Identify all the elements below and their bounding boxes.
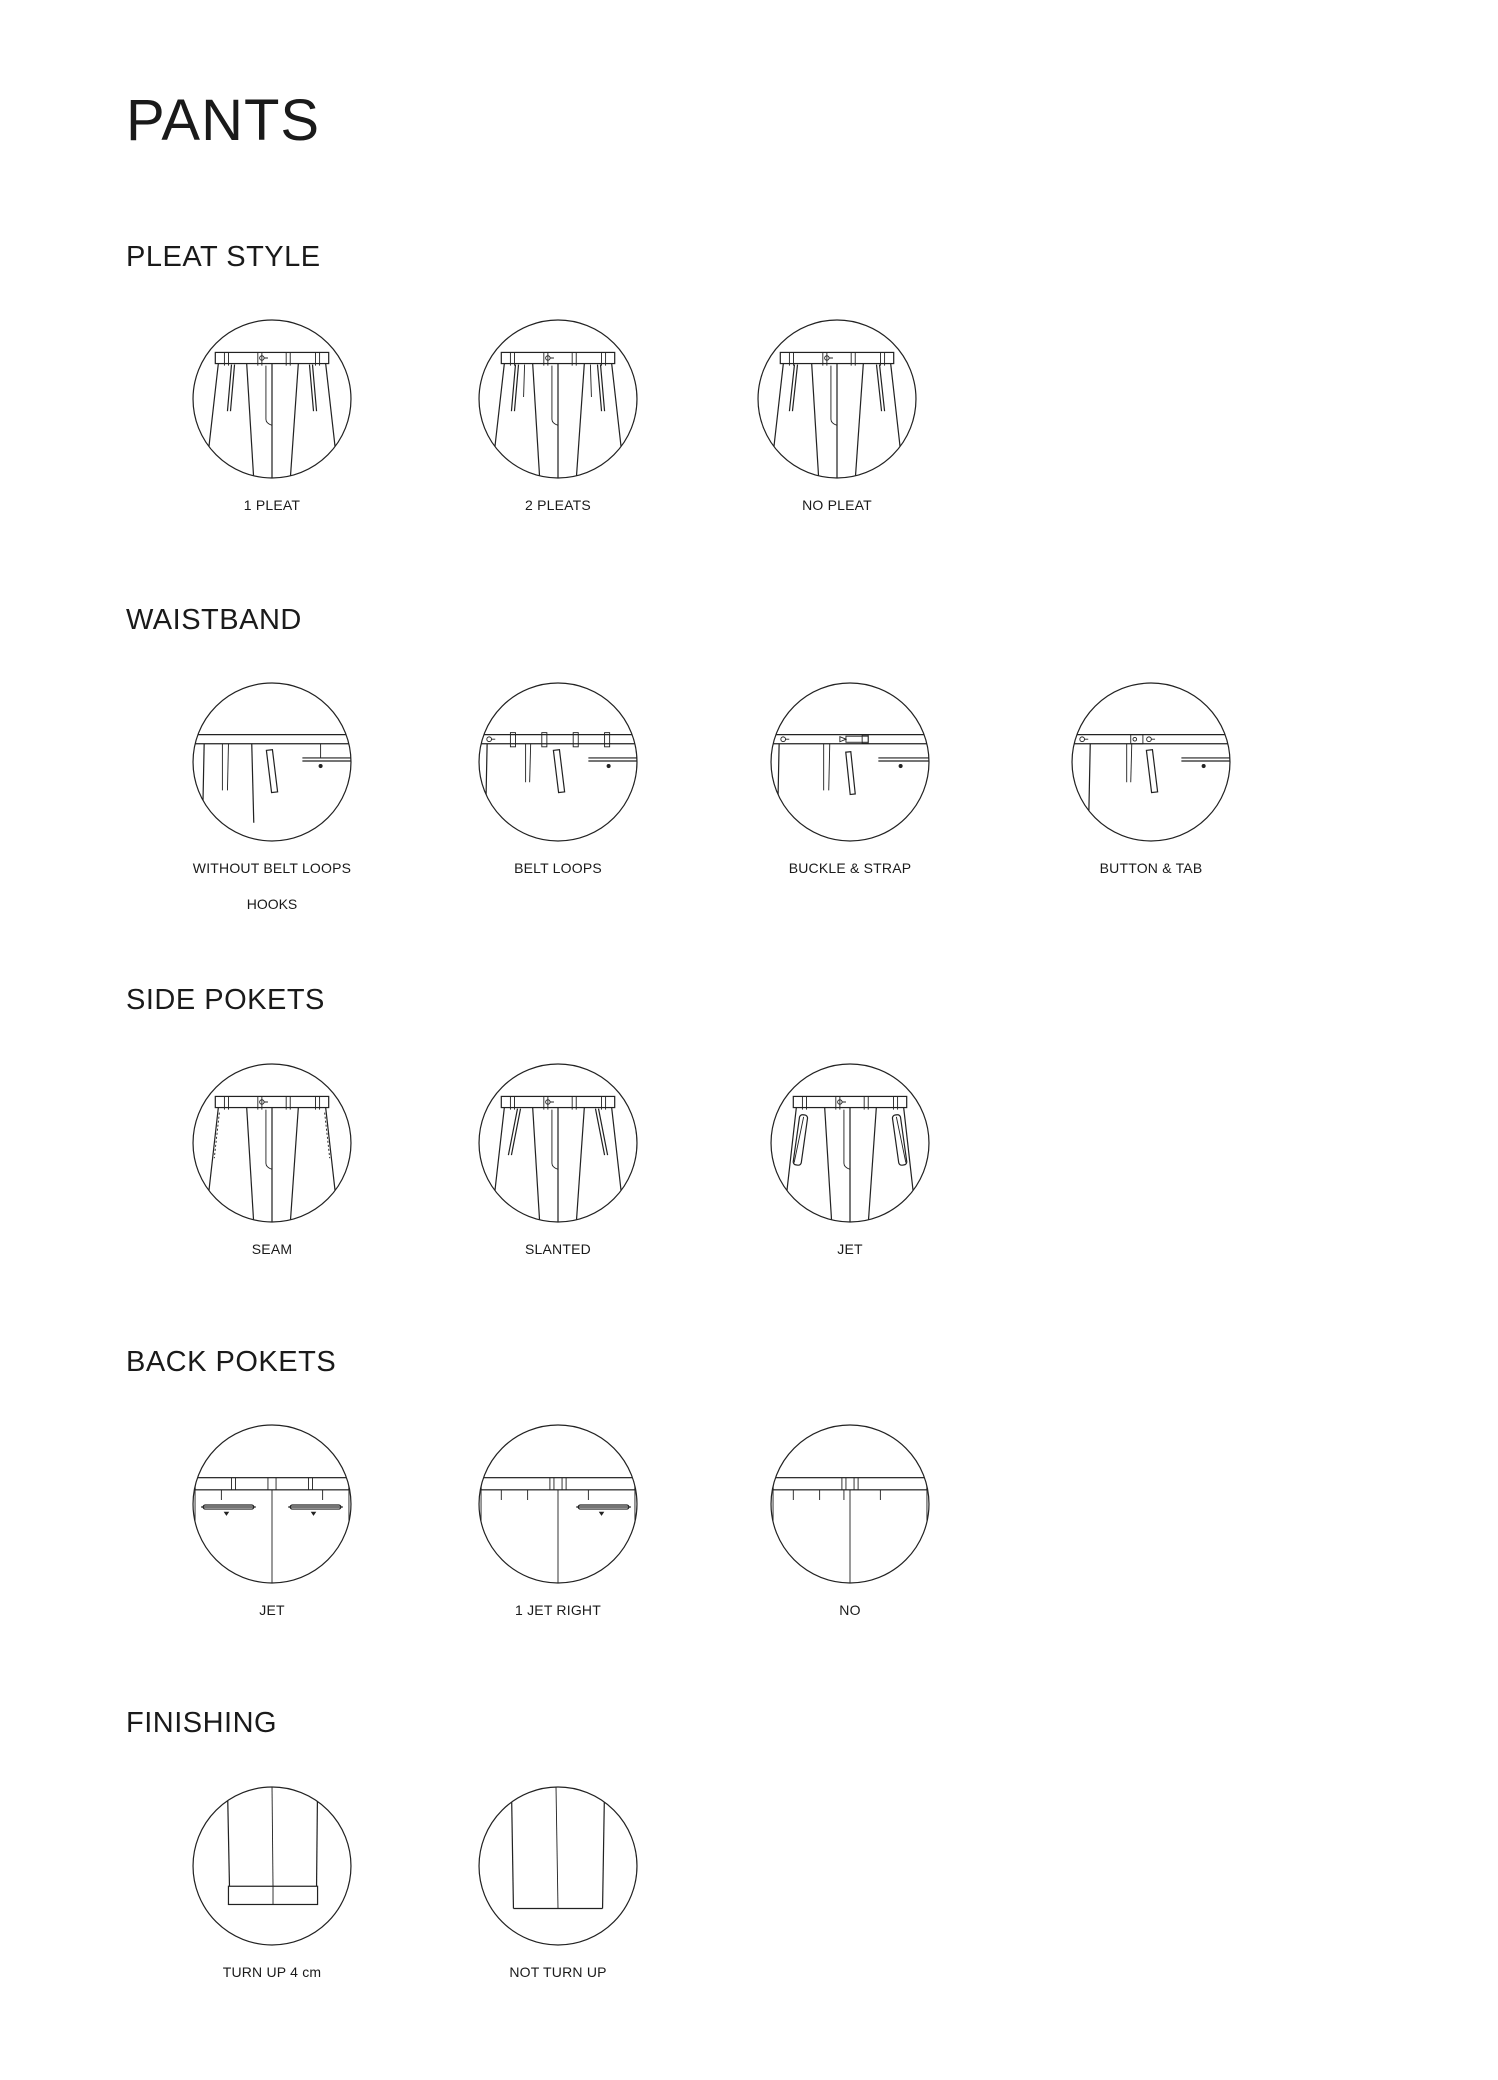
option-label: SEAM xyxy=(251,1241,293,1257)
option-jet-side[interactable] xyxy=(720,1062,980,1256)
option-sublabel-hooks: HOOKS xyxy=(246,896,298,912)
back-jet-pockets-icon xyxy=(191,1423,353,1585)
option-seam[interactable] xyxy=(142,1062,402,1256)
section-title-back-pockets: BACK POKETS xyxy=(126,1346,337,1378)
option-label: SLANTED xyxy=(525,1241,591,1257)
slanted-pocket-icon xyxy=(477,1062,639,1224)
option-without-belt-loops[interactable] xyxy=(142,681,402,911)
option-label: NO xyxy=(839,1602,861,1618)
option-2-pleats[interactable] xyxy=(428,318,688,512)
no-turn-up-icon xyxy=(477,1785,639,1947)
no-belt-loops-icon xyxy=(191,681,353,843)
section-title-finishing: FINISHING xyxy=(126,1707,278,1739)
option-label: TURN UP 4 cm xyxy=(222,1964,322,1980)
section-title-side-pockets: SIDE POKETS xyxy=(126,984,325,1016)
turn-up-cuff-icon xyxy=(191,1785,353,1947)
section-title-pleat-style: PLEAT STYLE xyxy=(126,241,321,273)
option-label: NOT TURN UP xyxy=(509,1964,607,1980)
option-turn-up[interactable] xyxy=(142,1785,402,1979)
option-back-no[interactable] xyxy=(720,1423,980,1617)
option-button-tab[interactable] xyxy=(1021,681,1281,875)
option-label: BELT LOOPS xyxy=(514,860,602,876)
option-slanted[interactable] xyxy=(428,1062,688,1256)
belt-loops-icon xyxy=(477,681,639,843)
button-tab-icon xyxy=(1070,681,1232,843)
seam-pocket-icon xyxy=(191,1062,353,1224)
option-label: 1 PLEAT xyxy=(243,497,301,513)
option-not-turn-up[interactable] xyxy=(428,1785,688,1979)
back-no-pocket-icon xyxy=(769,1423,931,1585)
option-back-jet[interactable] xyxy=(142,1423,402,1617)
option-label: WITHOUT BELT LOOPS xyxy=(192,860,352,876)
jet-pocket-icon xyxy=(769,1062,931,1224)
option-label: JET xyxy=(837,1241,863,1257)
option-label: BUCKLE & STRAP xyxy=(788,860,912,876)
option-buckle-strap[interactable] xyxy=(720,681,980,875)
page-title: PANTS xyxy=(126,88,321,153)
one-pleat-icon xyxy=(191,318,353,480)
option-label: JET xyxy=(259,1602,285,1618)
option-label: 1 JET RIGHT xyxy=(515,1602,601,1618)
no-pleat-icon xyxy=(756,318,918,480)
section-title-waistband: WAISTBAND xyxy=(126,604,302,636)
option-label: BUTTON & TAB xyxy=(1099,860,1203,876)
option-belt-loops[interactable] xyxy=(428,681,688,875)
option-no-pleat[interactable] xyxy=(707,318,967,512)
buckle-strap-icon xyxy=(769,681,931,843)
option-back-1-jet-right[interactable] xyxy=(428,1423,688,1617)
back-one-jet-right-icon xyxy=(477,1423,639,1585)
option-1-pleat[interactable] xyxy=(142,318,402,512)
two-pleats-icon xyxy=(477,318,639,480)
option-label: 2 PLEATS xyxy=(525,497,591,513)
option-label: NO PLEAT xyxy=(802,497,872,513)
